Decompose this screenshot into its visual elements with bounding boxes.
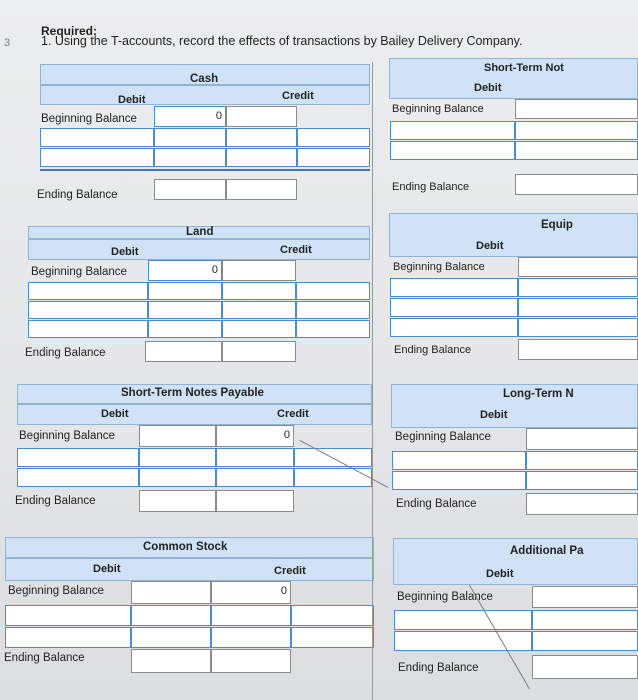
stnp-beginning-label: Beginning Balance [19,430,115,442]
cash-ending-debit[interactable] [154,179,226,200]
required-heading: Required: [41,24,98,38]
right1-entry-debit-1[interactable] [515,121,638,140]
stnp-entry-label-1[interactable] [17,448,139,467]
land-entry-account-2[interactable] [222,301,296,319]
right2-entry-debit-3[interactable] [518,318,638,337]
cs-entry-debit-2[interactable] [131,627,211,648]
cs-entry-label-2[interactable] [5,627,131,648]
cash-entry-credit-2[interactable] [297,148,370,167]
right4-entry-debit-1[interactable] [532,610,638,630]
right4-debit-header: Debit [486,568,514,580]
cash-entry-label-1[interactable] [40,128,154,147]
right2-entry-label-3[interactable] [390,318,518,337]
cash-total-rule [40,169,370,171]
stnp-entry-debit-2[interactable] [139,468,216,487]
cs-beginning-debit[interactable] [131,581,211,604]
stnp-account-title: Short-Term Notes Payable [121,387,264,399]
cash-account-title: Cash [190,73,219,85]
cs-entry-account-1[interactable] [211,605,291,626]
cash-entry-account-1[interactable] [226,128,297,147]
land-debit-header: Debit [111,246,139,258]
right3-entry-label-2[interactable] [392,471,526,490]
right2-account-title: Equip [541,219,573,231]
right3-ending-label: Ending Balance [396,498,477,510]
right1-entry-debit-2[interactable] [515,141,638,160]
column-divider [372,62,373,700]
right2-entry-debit-1[interactable] [518,278,638,297]
land-entry-account-1[interactable] [222,282,296,300]
right3-entry-debit-2[interactable] [526,471,638,490]
land-credit-header: Credit [280,244,312,256]
cash-debit-header: Debit [118,94,146,106]
cash-beginning-credit[interactable] [226,106,297,127]
land-entry-label-1[interactable] [28,282,148,300]
right2-entry-debit-2[interactable] [518,298,638,317]
cs-entry-account-2[interactable] [211,627,291,648]
stnp-debit-credit-band [17,404,372,425]
right3-beginning-debit[interactable] [526,428,638,450]
land-beginning-label: Beginning Balance [31,266,127,278]
land-beginning-debit[interactable]: 0 [148,260,222,281]
land-entry-debit-3[interactable] [148,320,222,338]
cs-debit-credit-band [5,558,374,581]
right1-beginning-debit[interactable] [515,99,638,119]
right1-entry-label-2[interactable] [390,141,515,160]
cash-entry-credit-1[interactable] [297,128,370,147]
right1-ending-debit[interactable] [515,174,638,195]
right1-account-title: Short-Term Not [484,62,564,74]
stnp-debit-header: Debit [101,408,129,420]
right2-entry-label-2[interactable] [390,298,518,317]
land-entry-credit-2[interactable] [296,301,370,319]
cs-account-title: Common Stock [143,541,228,553]
right4-account-title: Additional Pa [510,545,584,557]
land-entry-label-2[interactable] [28,301,148,319]
cash-entry-debit-1[interactable] [154,128,226,147]
stnp-ending-debit[interactable] [139,490,216,512]
cs-credit-header: Credit [274,565,306,577]
land-entry-debit-2[interactable] [148,301,222,319]
right4-entry-debit-2[interactable] [532,631,638,651]
cash-entry-label-2[interactable] [40,148,154,167]
cs-entry-credit-1[interactable] [291,605,374,626]
cs-ending-label: Ending Balance [4,652,85,664]
stnp-ending-label: Ending Balance [15,495,96,507]
cs-ending-debit[interactable] [131,649,211,673]
instruction-text: 1. Using the T-accounts, record the effects of transactions by Bailey Delivery Company. [41,34,523,48]
land-entry-credit-3[interactable] [296,320,370,338]
land-entry-credit-1[interactable] [296,282,370,300]
land-debit-credit-band [28,239,370,260]
cs-ending-credit[interactable] [211,649,291,673]
cash-ending-label: Ending Balance [37,189,118,201]
stnp-entry-credit-2[interactable] [294,468,372,487]
right3-debit-header: Debit [480,409,508,421]
cs-beginning-credit[interactable]: 0 [211,581,291,604]
land-ending-debit[interactable] [145,341,222,362]
right1-entry-label-1[interactable] [390,121,515,140]
cash-credit-header: Credit [282,90,314,102]
right3-entry-label-1[interactable] [392,451,526,470]
land-account-title: Land [186,226,214,238]
right4-beginning-label: Beginning Balance [397,591,493,603]
stnp-entry-label-2[interactable] [17,468,139,487]
land-ending-label: Ending Balance [25,347,106,359]
question-number: 3 [4,37,11,49]
stnp-entry-account-2[interactable] [216,468,294,487]
land-entry-debit-1[interactable] [148,282,222,300]
stnp-beginning-debit[interactable] [139,425,216,447]
right2-beginning-label: Beginning Balance [393,261,485,273]
cash-beginning-label: Beginning Balance [41,113,137,125]
stnp-entry-debit-1[interactable] [139,448,216,467]
cash-debit-credit-band [40,85,370,105]
land-ending-credit[interactable] [222,341,296,362]
right2-ending-debit[interactable] [518,339,638,360]
right4-entry-label-2[interactable] [394,631,532,651]
stnp-ending-credit[interactable] [216,490,294,512]
cs-debit-header: Debit [93,563,121,575]
land-entry-label-3[interactable] [28,320,148,338]
right3-account-title: Long-Term N [503,388,574,400]
cash-entry-debit-2[interactable] [154,148,226,167]
land-beginning-credit[interactable] [222,260,296,281]
stnp-beginning-credit[interactable]: 0 [216,425,294,447]
stnp-credit-header: Credit [277,408,309,420]
land-entry-account-3[interactable] [222,320,296,338]
cs-beginning-label: Beginning Balance [8,585,104,597]
right2-header-band [389,213,638,257]
right4-entry-label-1[interactable] [394,610,532,630]
right2-entry-label-1[interactable] [390,278,518,297]
right2-beginning-debit[interactable] [518,257,638,277]
right1-beginning-label: Beginning Balance [392,103,484,115]
right2-debit-header: Debit [476,240,504,252]
cs-entry-credit-2[interactable] [291,627,374,648]
right1-debit-header: Debit [474,82,502,94]
cash-entry-account-2[interactable] [226,148,297,167]
right3-beginning-label: Beginning Balance [395,431,491,443]
stnp-entry-account-1[interactable] [216,448,294,467]
cs-entry-label-1[interactable] [5,605,131,626]
right2-ending-label: Ending Balance [394,344,472,356]
cs-entry-debit-1[interactable] [131,605,211,626]
right4-beginning-debit[interactable] [532,586,638,608]
right1-ending-label: Ending Balance [392,181,470,193]
right3-ending-debit[interactable] [526,493,638,515]
right3-entry-debit-1[interactable] [526,451,638,470]
right4-ending-label: Ending Balance [398,662,479,674]
right4-ending-debit[interactable] [532,655,638,679]
cash-beginning-debit[interactable]: 0 [154,106,226,127]
cash-ending-credit[interactable] [226,179,297,200]
